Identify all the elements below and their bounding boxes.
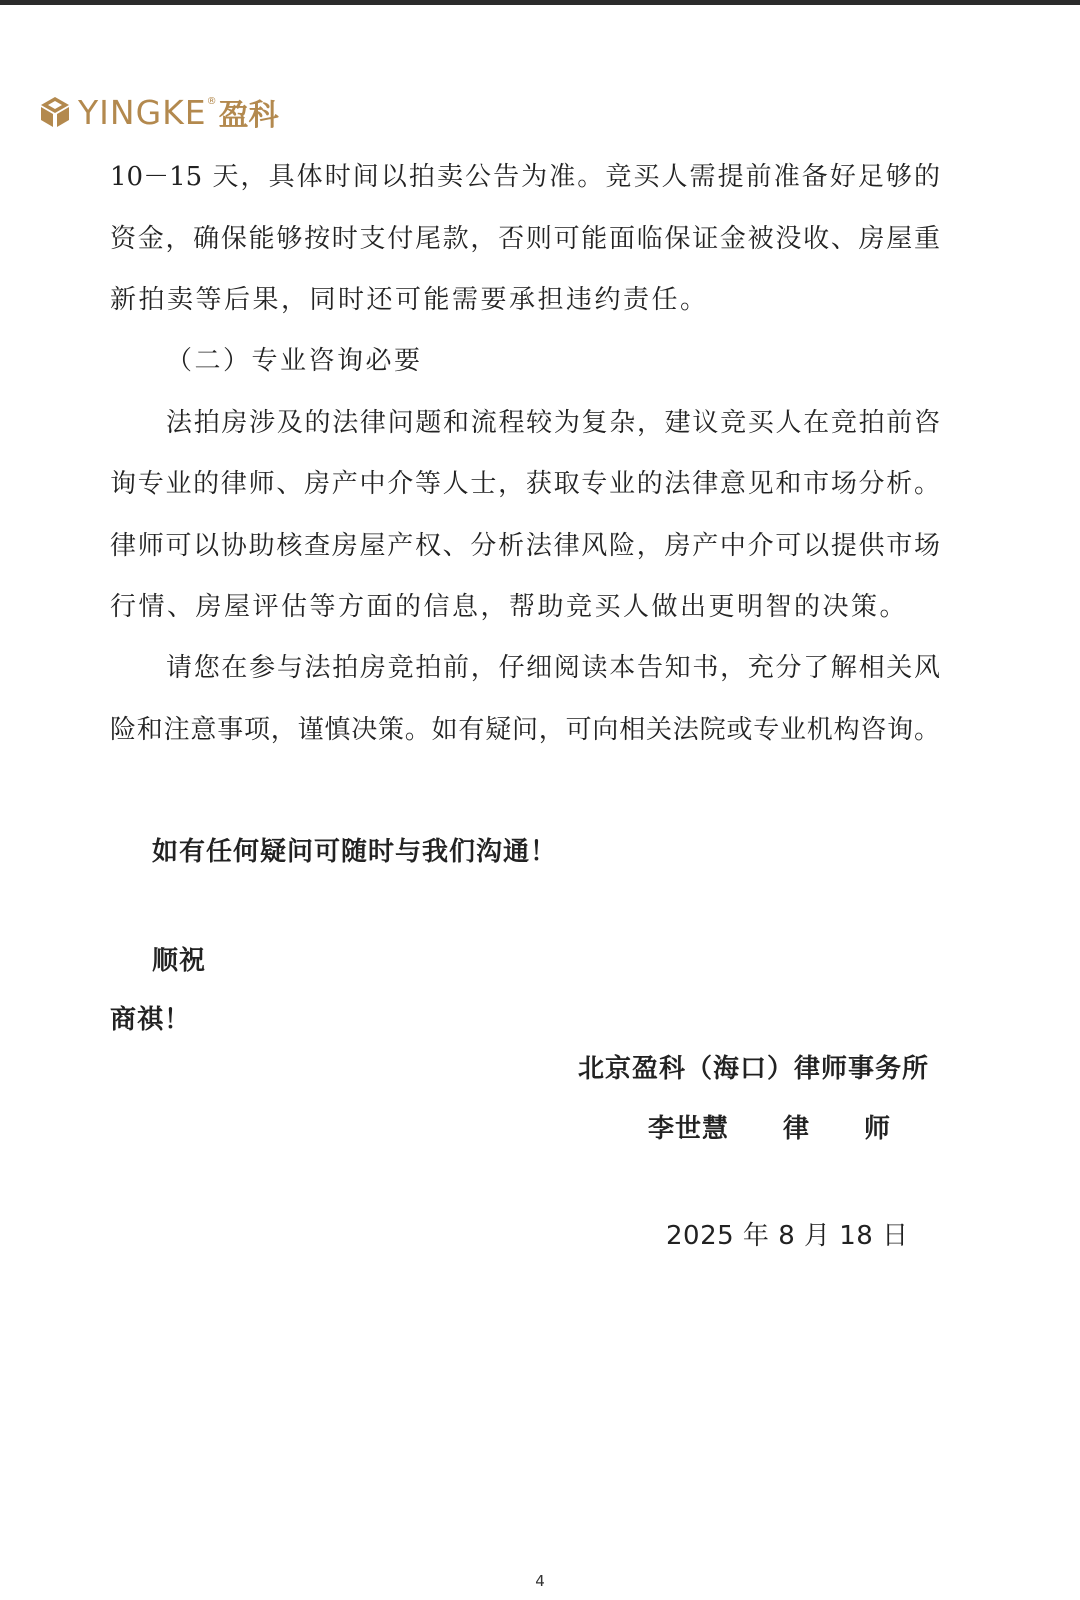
signature-date: 2025 年 8 月 18 日 — [666, 1221, 909, 1251]
brand-en: YINGKE — [78, 92, 207, 132]
body-line: 请您在参与法拍房竞拍前，仔细阅读本告知书，充分了解相关风 — [166, 653, 940, 683]
contact-note: 如有任何疑问可随时与我们沟通！ — [152, 837, 558, 867]
body-line: 行情、房屋评估等方面的信息，帮助竞买人做出更明智的决策。 — [110, 592, 909, 622]
body-line: 法拍房涉及的法律问题和流程较为复杂，建议竞买人在竞拍前咨 — [166, 408, 940, 438]
yingke-emblem-icon — [38, 95, 72, 129]
law-firm-name: 北京盈科（海口）律师事务所 — [578, 1054, 930, 1084]
body-line: 资金，确保能够按时支付尾款，否则可能面临保证金被没收、房屋重 — [110, 224, 940, 254]
page-number: 4 — [535, 1572, 545, 1590]
body-line: 险和注意事项，谨慎决策。如有疑问，可向相关法院或专业机构咨询。 — [110, 715, 940, 745]
body-line: 10－15 天，具体时间以拍卖公告为准。竞买人需提前准备好足够的 — [110, 162, 940, 192]
closing-wish: 顺祝 — [152, 946, 207, 976]
closing-greeting: 商祺！ — [110, 1005, 192, 1035]
section-heading: （二）专业咨询必要 — [166, 346, 423, 376]
brand-cn: 盈科 — [218, 98, 279, 133]
body-line: 律师可以协助核查房屋产权、分析法律风险，房产中介可以提供市场 — [110, 531, 940, 561]
lawyer-name: 李世慧 律 师 — [648, 1114, 892, 1144]
yingke-logo — [38, 90, 279, 134]
registered-mark: ® — [206, 96, 217, 107]
body-line: 新拍卖等后果，同时还可能需要承担违约责任。 — [110, 285, 709, 315]
body-line: 询专业的律师、房产中介等人士，获取专业的法律意见和市场分析。 — [110, 469, 940, 499]
top-border — [0, 0, 1080, 5]
